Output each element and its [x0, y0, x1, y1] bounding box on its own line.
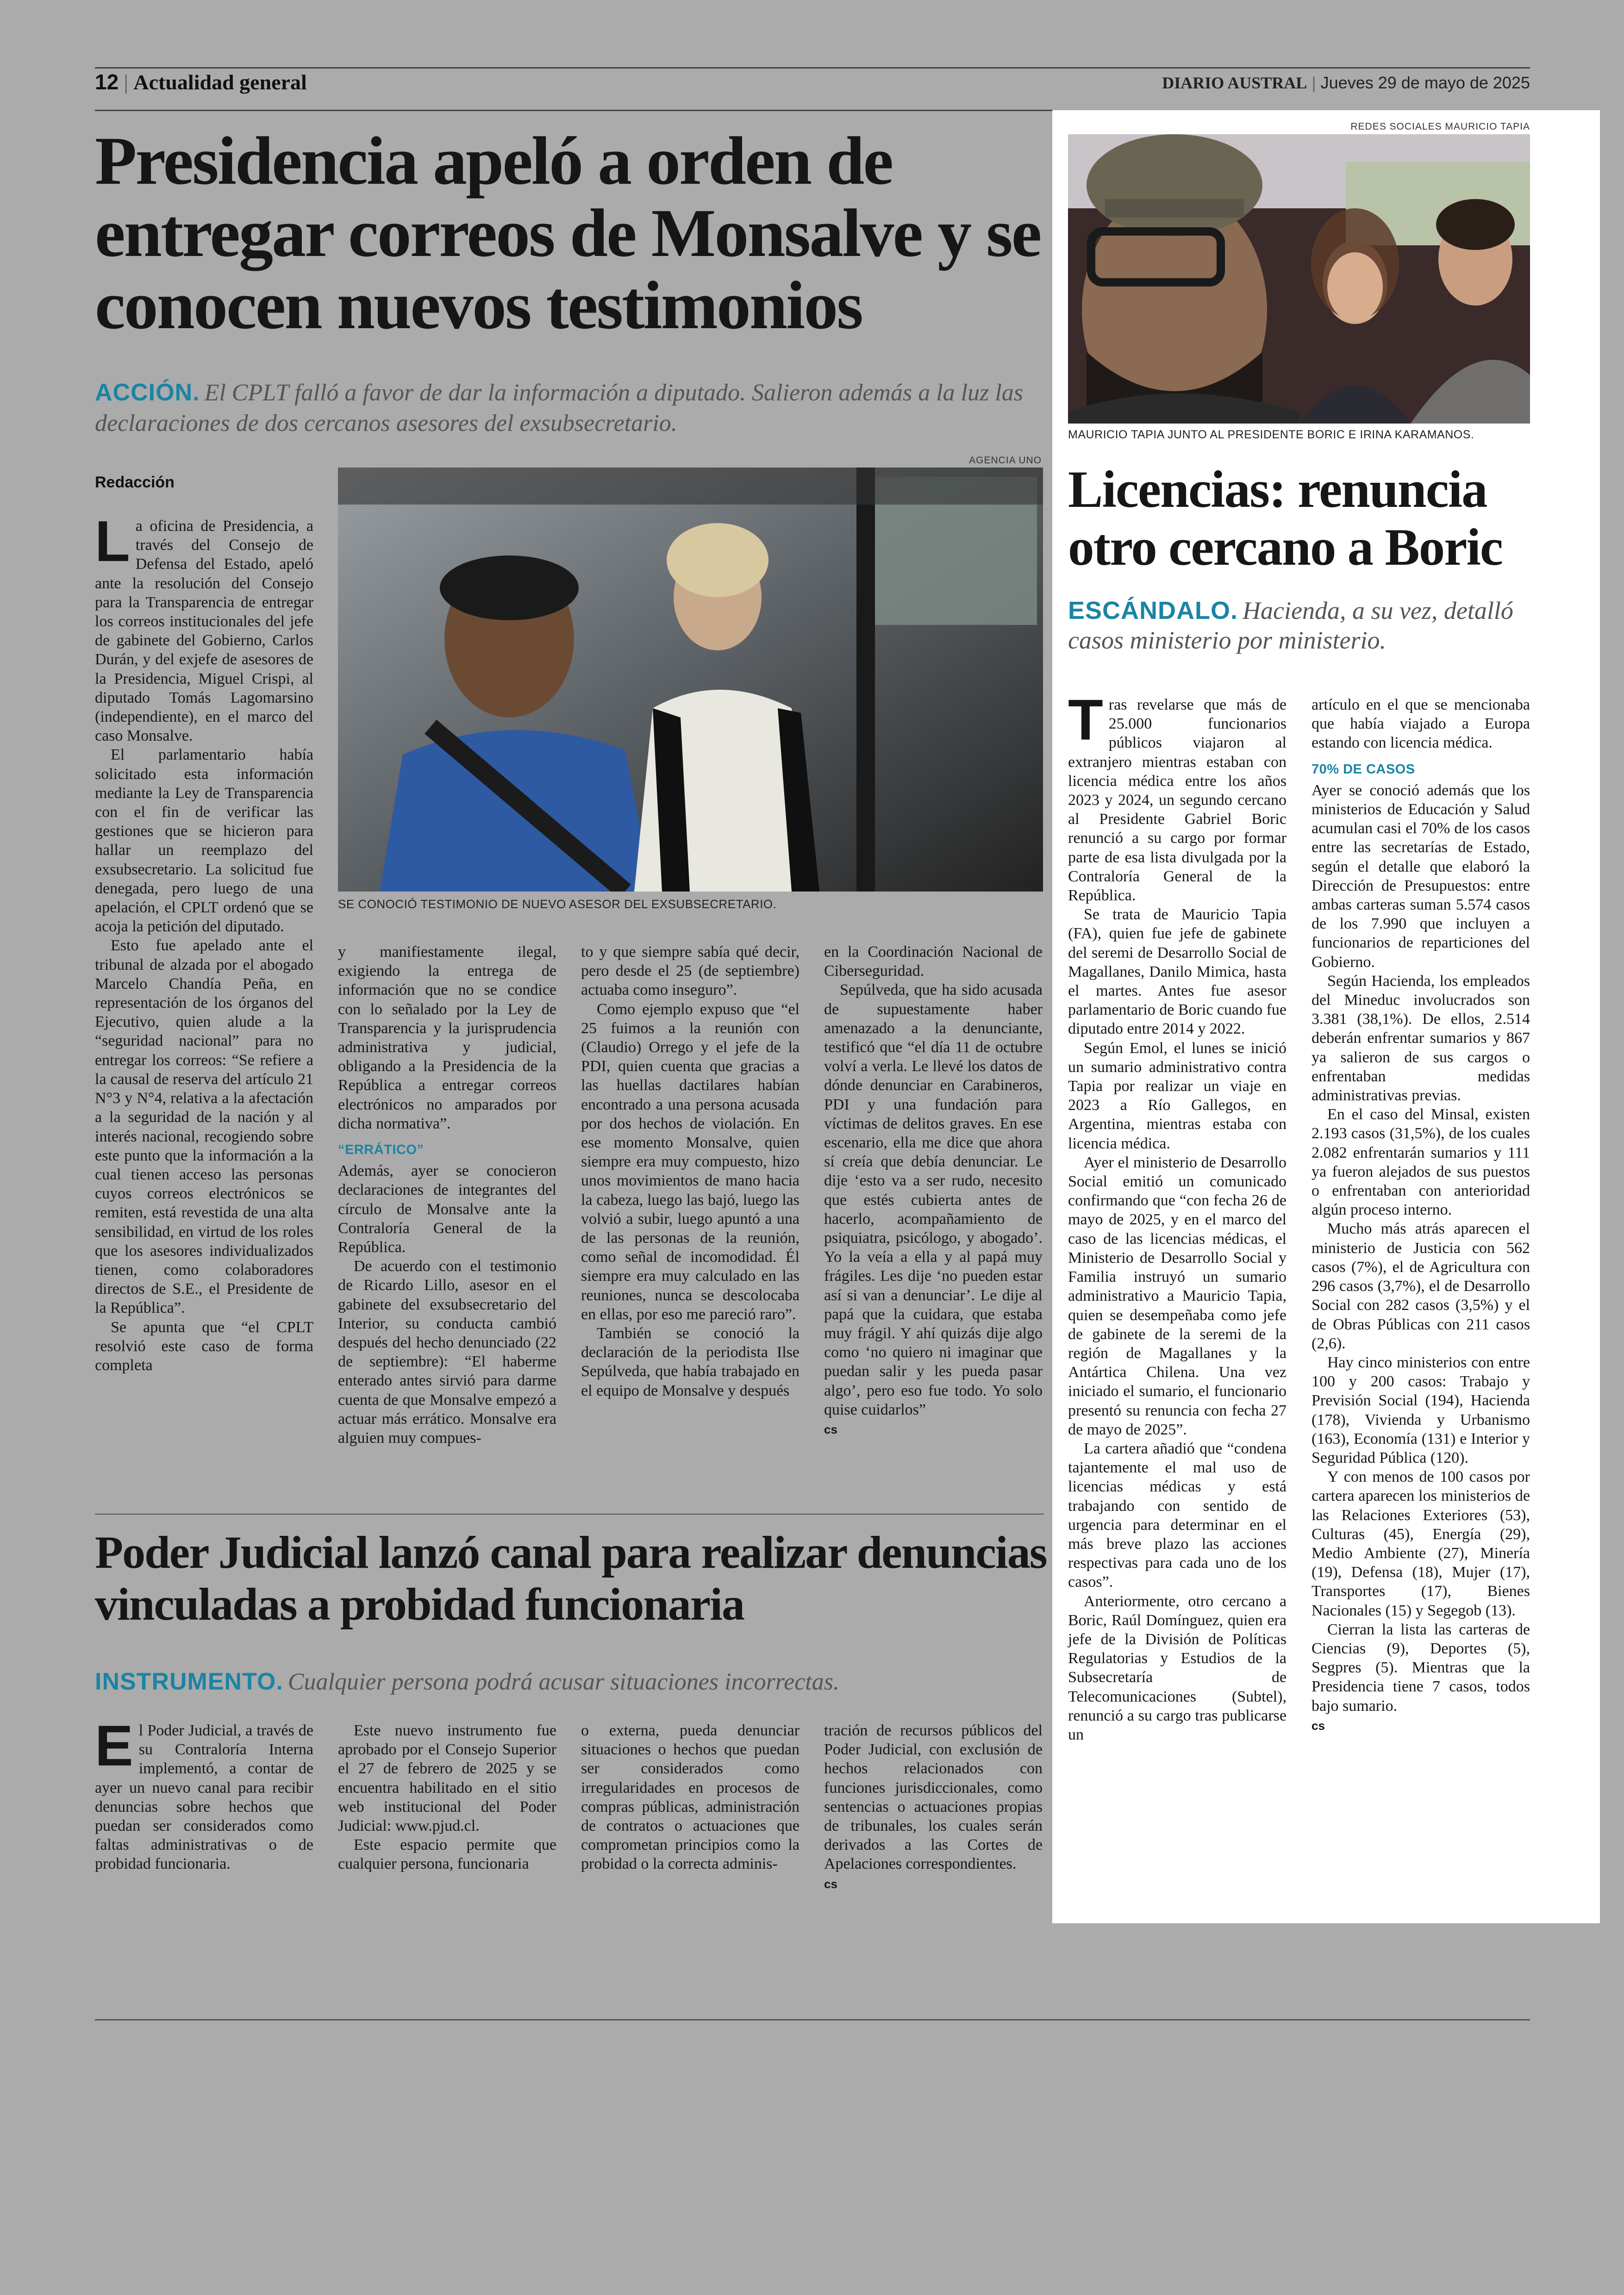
car-interior-image: [338, 468, 1043, 892]
story3-paragraph: Cierran la lista las carteras de Ciencias (9), Deportes (5), Segpres (5). Mientras que la Presidencia tiene 7 casos, todos bajo sumario.: [1312, 1621, 1530, 1715]
page-header-left: [95, 69, 307, 94]
header-separator: |: [124, 70, 134, 94]
story1-column-1: [95, 510, 313, 1375]
story2-paragraph: Este espacio permite que cualquier persona, funcionaria: [338, 1836, 556, 1873]
section-name: Actualidad general: [133, 70, 307, 94]
story3-kicker: ESCÁNDALO.: [1068, 597, 1238, 624]
story2-end-mark: cs: [824, 1877, 837, 1891]
story2-paragraph: Este nuevo instrumento fue aprobado por el Consejo Superior el 27 de febrero de 2025 y se encuentra habilitado en el sitio web institucional del Poder Judicial: www.pjud.cl.: [338, 1722, 556, 1835]
story1-paragraph: Como ejemplo expuso que “el 25 fuimos a la reunión con (Claudio) Orrego y el jefe de la PDI, quien cuenta que gracias a las huellas dactilares habían encontrado a una persona acusada por dos hechos de violación. En ese momento Monsalve, quien siempre era muy compuesto, hizo unos movimientos de mano hacia la cabeza, luego las bajó, luego las volvió a subir, luego apuntó a una de las personas de la reunión, como señal de incomodidad. Él siempre era muy calculado en las reuniones, nunca se descolocaba en ellas, por eso me pareció raro”.: [581, 1000, 800, 1323]
story1-column-2: [338, 942, 556, 1447]
story1-paragraph: en la Coordinación Nacional de Ciberseguridad.: [824, 943, 1043, 980]
story2-column-1: [95, 1714, 313, 1874]
story3-paragraph: En el caso del Minsal, existen 2.193 casos (31,5%), de los cuales 2.082 enfrentarán sumarios y 111 ya fueron alejados de sus puestos o enfrentaban con anterioridad algún proceso interno.: [1312, 1106, 1530, 1219]
story2-deck: [95, 1666, 1049, 1697]
story1-paragraph: y manifiestamente ilegal, exigiendo la entrega de información que no se condice con lo señalado por la Ley de Transparencia y la jurisprudencia administrativa y judicial, obligando a la Presidencia de la República a entregar correos electrónicos no amparados por dicha normativa”.: [338, 943, 556, 1132]
story3-column-1: [1068, 688, 1287, 1744]
story3-deck: [1068, 596, 1531, 655]
story3-paragraph: Anteriormente, otro cercano a Boric, Raúl Domínguez, quien era jefe de la División de Políticas Regulatorias y Estudios de la Subsecretaría de Telecomunicaciones (Subtel), renunció a su cargo tras publicarse un: [1068, 1592, 1287, 1743]
story2-column-2: [338, 1721, 556, 1874]
story2-paragraph: tración de recursos públicos del Poder Judicial, con exclusión de hechos relacionados con funciones jurisdiccionales, como sentencias o actuaciones propias de tribunales, los cuales serán derivados a las Cortes de Apelaciones correspondientes.: [824, 1722, 1043, 1873]
issue-date: Jueves 29 de mayo de 2025: [1320, 73, 1530, 92]
story1-subhead: El CPLT falló a favor de dar la información a diputado. Salieron además a la luz las declaraciones de dos cercanos asesores del exsubsecretario.: [95, 380, 1024, 437]
page-number: 12: [95, 70, 119, 94]
story1-paragraph: Además, ayer se conocieron declaraciones de integrantes del círculo de Monsalve ante la Contraloría General de la República.: [338, 1162, 556, 1256]
story3-paragraph: Y con menos de 100 casos por cartera aparecen los ministerios de las Relaciones Exteriores (53), Culturas (45), Energía (29), Medio Ambiente (27), Minería (19), Defensa (18), Mujer (17), Transportes (17), Bienes Nacionales (15) y Segegob (13).: [1312, 1468, 1530, 1619]
story1-photo-caption: SE CONOCIÓ TESTIMONIO DE NUEVO ASESOR DEL EXSUBSECRETARIO.: [338, 897, 777, 911]
story3-paragraph: artículo en el que se mencionaba que había viajado a Europa estando con licencia médica.: [1312, 696, 1530, 752]
page-header-right: [1162, 73, 1530, 93]
story1-paragraph: De acuerdo con el testimonio de Ricardo Lillo, asesor en el gabinete del exsubsecretario del Interior, su conducta cambió después del hecho denunciado (22 de septiembre): “El haberme enterado antes sirvió para darme cuenta de que Monsalve empezó a actuar más errático. Monsalve era alguien muy compues-: [338, 1258, 556, 1447]
story3-paragraph: Ayer el ministerio de Desarrollo Social emitió un comunicado confirmando que “con fecha 26 de mayo de 2025, y en el marco del caso de las licencias médicas, el Ministerio de Desarrollo Social y Familia instruyó un sumario administrativo a Mauricio Tapia, quien se desempeñaba como jefe de gabinete de la seremi de la región de Magallanes y la Antártica Chilena. Una vez iniciado el sumario, el funcionario presentó su renuncia con fecha 27 de mayo de 2025”.: [1068, 1154, 1287, 1438]
story1-paragraph: El parlamentario había solicitado esta información mediante la Ley de Transparencia con el fin de verificar las gestiones que se hicieron para hallar un reemplazo del exsubsecretario. La solicitud fue denegada, pero luego de una apelación, el CPLT ordenó que se acoja la petición del diputado.: [95, 746, 313, 935]
story2-column-4: [824, 1721, 1043, 1894]
header-rule: [95, 110, 1053, 111]
story1-column-4: [824, 942, 1043, 1439]
story1-end-mark: cs: [824, 1422, 837, 1437]
story3-subheading: 70% DE CASOS: [1312, 761, 1415, 777]
story1-photo: [338, 468, 1043, 892]
story3-paragraph: Mucho más atrás aparecen el ministerio de Justicia con 562 casos (7%), el de Agricultura con 296 casos (3,7%), el de Desarrollo Social con 282 casos (3,5%) y el de Obras Públicas con 211 casos (2,6).: [1312, 1220, 1530, 1352]
story3-paragraph: Se trata de Mauricio Tapia (FA), quien fue jefe de gabinete del seremi de Desarrollo Social de Magallanes, Danilo Mimica, hasta el martes. Antes fue asesor parlamentario de Boric cuando fue diputado entre 2014 y 2022.: [1068, 906, 1287, 1038]
story1-subheading: “ERRÁTICO”: [338, 1142, 424, 1158]
story3-end-mark: cs: [1312, 1718, 1325, 1733]
story1-photo-credit: AGENCIA UNO: [969, 455, 1042, 466]
story1-paragraph: La oficina de Presidencia, a través del Consejo de Defensa del Estado, apeló ante la resolución del Consejo para la Transparencia de entregar los correos institucionales del jefe de gabinete del Gobierno, Carlos Durán, y del exjefe de asesores de la Presidencia, Miguel Crispi, al diputado Tomás Lagomarsino (independiente), en el marco del caso Monsalve.: [95, 510, 313, 745]
story2-paragraph: o externa, pueda denunciar situaciones o hechos que puedan ser considerados como irregularidades en procesos de compras públicas, administración de contratos o actuaciones que comprometan principios como la probidad o la correcta adminis-: [581, 1722, 800, 1873]
story1-byline: Redacción: [95, 474, 175, 491]
story3-paragraph: Ayer se conoció además que los ministerios de Educación y Salud acumulan casi el 70% de los casos entre las secretarías de Estado, según el detalle que elaboró la Dirección de Presupuestos: entre ambas carteras suman 5.574 casos de los 7.990 que incluyen a funcionarios de reparticiones del Gobierno.: [1312, 781, 1530, 971]
story1-paragraph: También se conoció la declaración de la periodista Ilse Sepúlveda, que había trabajado en el equipo de Monsalve y después: [581, 1325, 800, 1399]
story3-photo-credit: REDES SOCIALES MAURICIO TAPIA: [1350, 121, 1530, 132]
story2-headline: Poder Judicial lanzó canal para realizar denuncias vinculadas a probidad funcionaria: [95, 1527, 1047, 1630]
story1-paragraph: Sepúlveda, que ha sido acusada de supuestamente haber amenazado a la denunciante, testificó que “el día 11 de octubre volví a verla. Le llevé los datos de dónde denunciar en Carabineros, PDI y una fundación para víctimas de delitos graves. En ese escenario, ella me dice que ahora sí creía que debía denunciar. Le dije ‘esto va a ser rudo, necesito que estés cubierta antes de hacerlo, acompañamiento de psiquiatra, psicólogo, y abogado’. Yo la veía a ella y al papá muy frágiles. Les dije ‘no pueden estar así si van a denunciar’. Le dije al papá que la cuidara, que estaba muy frágil. Y ahí quizás dije algo como ‘no quiero ni imaginar que puedan salir y les pueda pasar algo’, pero eso fue todo. Yo solo quise cuidarlos”: [824, 981, 1043, 1418]
story2-paragraph: El Poder Judicial, a través de su Contraloría Interna implementó, a contar de ayer un nuevo canal para recibir denuncias sobre hechos que puedan ser considerados como faltas administrativas o de probidad funcionaria.: [95, 1714, 313, 1873]
top-rule: [95, 67, 1530, 69]
story3-paragraph: Hay cinco ministerios con entre 100 y 200 casos: Trabajo y Previsión Social (194), Hacienda (178), Vivienda y Urbanismo (163), Economía (131) e Interior y Seguridad Pública (120).: [1312, 1353, 1530, 1466]
story3-paragraph: La cartera añadió que “condena tajantemente el mal uso de licencias médicas y está trabajando con sentido de urgencia para determinar en el más breve plazo las acciones respectivas para cada uno de los casos”.: [1068, 1440, 1287, 1591]
story1-column-3: [581, 942, 800, 1400]
story3-paragraph: Según Emol, el lunes se inició un sumario administrativo contra Tapia por realizar un viaje en 2023 a Río Gallegos, en Argentina, mientras estaba con licencia médica.: [1068, 1039, 1287, 1152]
story1-headline: Presidencia apeló a orden de entregar correos de Monsalve y se conocen nuevos testimonios: [95, 123, 1041, 343]
story3-paragraph: Según Hacienda, los empleados del Mineduc involucrados son 3.381 (38,1%). De ellos, 2.514 deberán enfrentar sumarios y 867 ya salieron de sus cargos o enfrentaban medidas administrativas previas.: [1312, 972, 1530, 1104]
story1-paragraph: Esto fue apelado ante el tribunal de alzada por el abogado Marcelo Chandía Peña, en representación de los órganos del Ejecutivo, quien alude a la “seguridad nacional” para no entregar los correos: “Se refiere a la causal de reserva del artículo 21 N°3 y N°4, relativa a la afectación a la seguridad de la nación y al interés nacional, recogiendo sobre este punto que la información a la cual tienen acceso las personas cuyos correos electrónicos se remiten, está revestida de una alta sensibilidad, en virtud de los roles que los asesores individualizados tienen, como colaboradores directos de S.E., el Presidente de la República”.: [95, 937, 313, 1317]
story1-deck: [95, 377, 1049, 439]
story3-column-2: [1312, 695, 1530, 1735]
story1-kicker: ACCIÓN.: [95, 379, 200, 406]
story3-photo: [1068, 134, 1530, 424]
story2-column-3: [581, 1721, 800, 1874]
story3-subhead: Hacienda, a su vez, detalló casos ministerio por ministerio.: [1068, 597, 1513, 654]
story2-kicker: INSTRUMENTO.: [95, 1668, 283, 1695]
bottom-rule: [95, 2019, 1530, 2021]
selfie-image: [1068, 134, 1530, 424]
story1-paragraph: to y que siempre sabía qué decir, pero desde el 25 (de septiembre) actuaba como inseguro”.: [581, 943, 800, 999]
story3-photo-caption: MAURICIO TAPIA JUNTO AL PRESIDENTE BORIC E IRINA KARAMANOS.: [1068, 428, 1474, 441]
story3-headline: Licencias: renuncia otro cercano a Boric: [1068, 461, 1502, 576]
header-pipe: |: [1312, 73, 1321, 92]
story2-subhead: Cualquier persona podrá acusar situaciones incorrectas.: [287, 1669, 839, 1695]
paper-name: DIARIO AUSTRAL: [1162, 74, 1307, 92]
story3-paragraph: Tras revelarse que más de 25.000 funcionarios públicos viajaron al extranjero mientras estaban con licencia médica entre los años 2023 y 2024, un segundo cercano al Presidente Gabriel Boric renunció a su cargo por formar parte de esa lista divulgada por la Contraloría General de la República.: [1068, 688, 1287, 904]
story-divider: [95, 1514, 1044, 1515]
story1-paragraph: Se apunta que “el CPLT resolvió este caso de forma completa: [95, 1318, 313, 1374]
